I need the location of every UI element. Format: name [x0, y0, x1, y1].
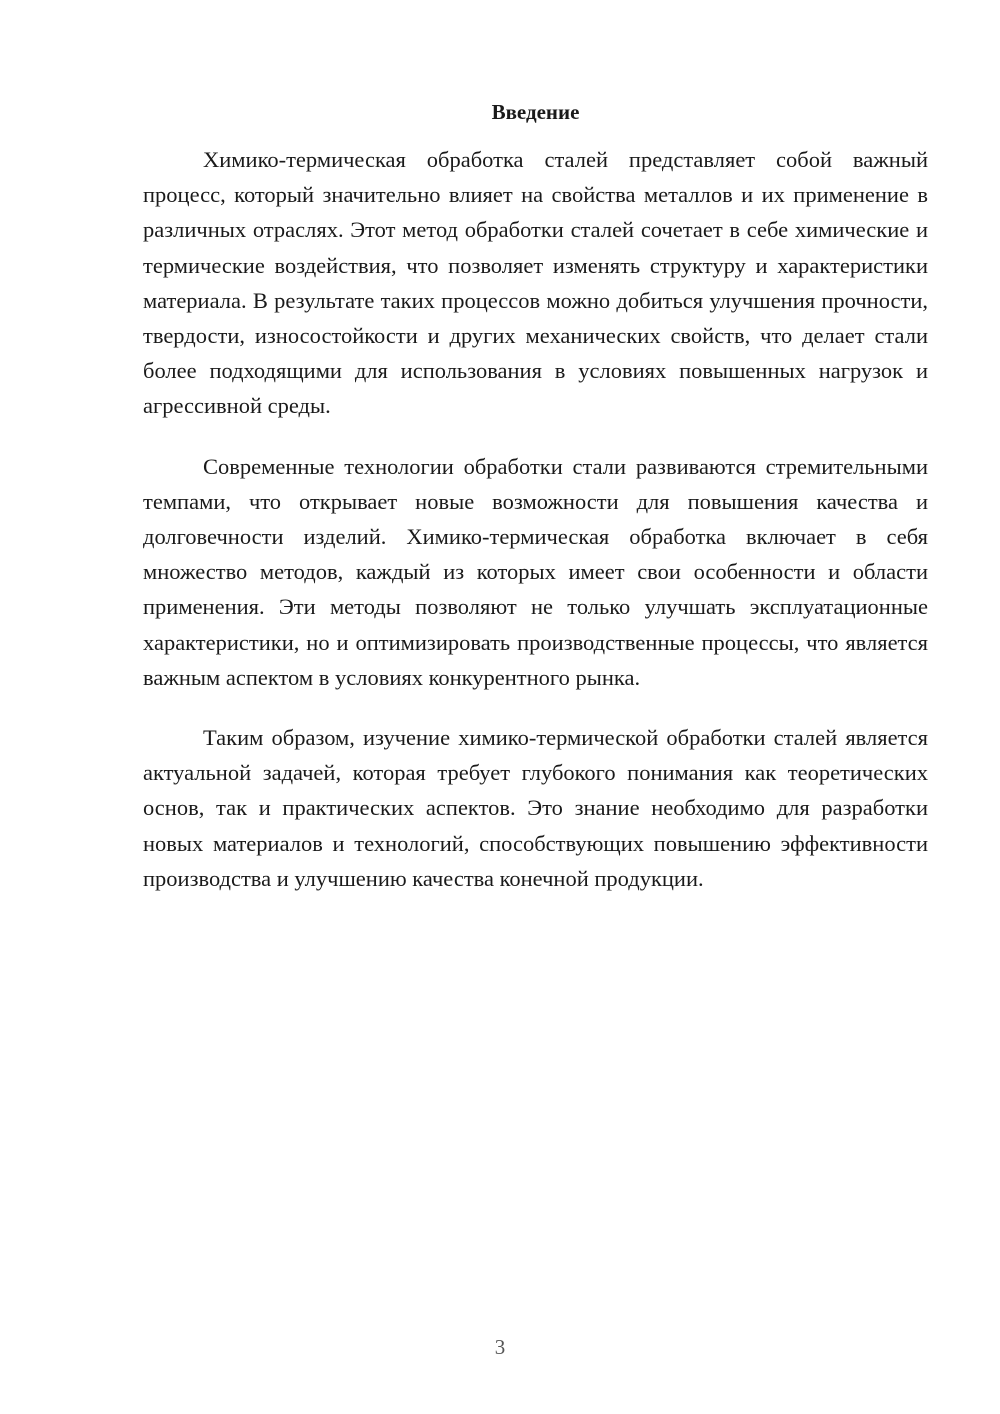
document-body: [143, 142, 928, 921]
paragraph-1: Химико-термическая обработка сталей представляет собой важный процесс, который значительно влияет на свойства металлов и их применение в различных отраслях. Этот метод обработки сталей сочетает в себе химические и термические воздействия, что позволяет изменять структуру и характеристики материала. В результате таких процессов можно добиться улучшения прочности, твердости, износостойкости и других механических свойств, что делает стали более подходящими для использования в условиях повышенных нагрузок и агрессивной среды.: [143, 147, 928, 419]
paragraph-2: Современные технологии обработки стали развиваются стремительными темпами, что открывает новые возможности для повышения качества и долговечности изделий. Химико-термическая обработка включает в себя множество методов, каждый из которых имеет свои особенности и области применения. Эти методы позволяют не только улучшать эксплуатационные характеристики, но и оптимизировать производственные процессы, что является важным аспектом в условиях конкурентного рынка.: [143, 453, 928, 690]
page-number: 3: [494, 1335, 506, 1359]
paragraph-3: Таким образом, изучение химико-термической обработки сталей является актуальной задачей, которая требует глубокого понимания как теоретических основ, так и практических аспектов. Это знание необходимо для разработки новых материалов и технологий, способствующих повышению эффективности производства и улучшению качества конечной продукции.: [143, 725, 928, 891]
page-title: Введение: [491, 100, 580, 124]
